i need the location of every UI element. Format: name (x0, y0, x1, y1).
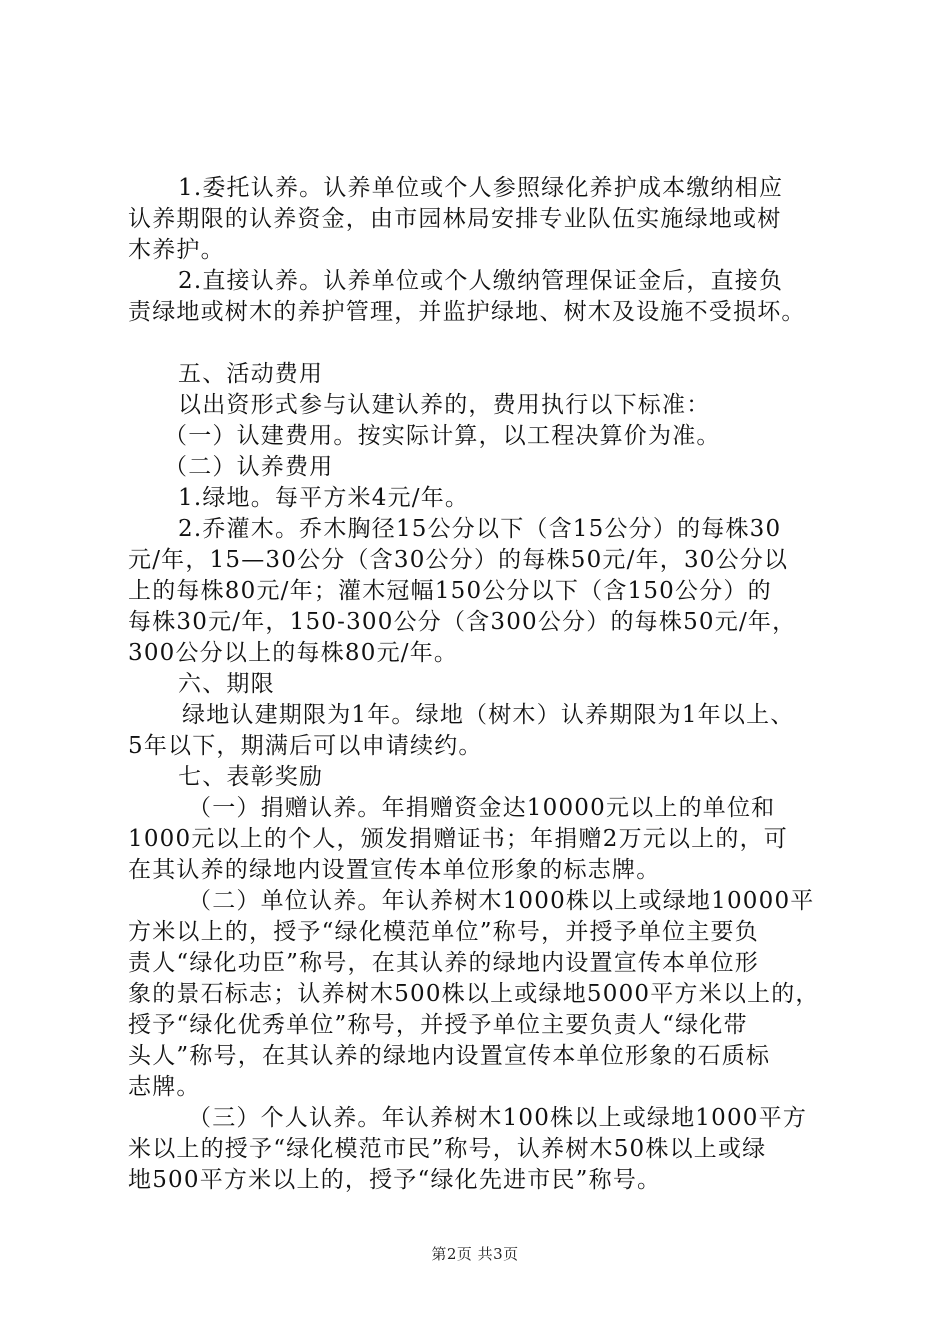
body-line: 以出资形式参与认建认养的，费用执行以下标准： (178, 392, 711, 418)
body-line: 2.乔灌木。乔木胸径15公分以下（含15公分）的每株30 (178, 516, 782, 542)
body-line: 头人”称号，在其认养的绿地内设置宣传本单位形象的石质标 (128, 1043, 771, 1069)
body-line: （一）捐赠认养。年捐赠资金达10000元以上的单位和 (188, 795, 776, 821)
body-line: 地500平方米以上的，授予“绿化先进市民”称号。 (128, 1167, 662, 1193)
section-heading: 六、期限 (178, 671, 275, 697)
body-line: 1.绿地。每平方米4元/年。 (178, 485, 470, 511)
body-line: 2.直接认养。认养单位或个人缴纳管理保证金后，直接负 (178, 268, 784, 294)
body-line: 志牌。 (128, 1074, 201, 1100)
body-line: 授予“绿化优秀单位”称号，并授予单位主要负责人“绿化带 (128, 1012, 748, 1038)
body-line: 每株30元/年，150-300公分（含300公分）的每株50元/年， (128, 609, 797, 635)
body-line: 责绿地或树木的养护管理，并监护绿地、树木及设施不受损坏。 (128, 299, 806, 325)
body-line: 责人“绿化功臣”称号，在其认养的绿地内设置宣传本单位形 (128, 950, 759, 976)
body-line: 上的每株80元/年；灌木冠幅150公分以下（含150公分）的 (128, 578, 772, 604)
body-line: 象的景石标志；认养树木500株以上或绿地5000平方米以上的， (128, 981, 820, 1007)
body-line: 300公分以上的每株80元/年。 (128, 640, 459, 666)
body-line: 方米以上的，授予“绿化模范单位”称号，并授予单位主要负 (128, 919, 759, 945)
page-number-footer: 第2页 共3页 (431, 1245, 519, 1263)
body-line: 米以上的授予“绿化模范市民”称号，认养树木50株以上或绿 (128, 1136, 767, 1162)
body-line: （二）单位认养。年认养树木1000株以上或绿地10000平 (188, 888, 815, 914)
section-heading: 七、表彰奖励 (178, 764, 324, 790)
body-line: 1000元以上的个人，颁发捐赠证书；年捐赠2万元以上的，可 (128, 826, 788, 852)
body-line: 1.委托认养。认养单位或个人参照绿化养护成本缴纳相应 (178, 175, 784, 201)
section-heading: 五、活动费用 (178, 361, 324, 387)
body-line: 认养期限的认养资金，由市园林局安排专业队伍实施绿地或树 (128, 206, 782, 232)
body-line: 绿地认建期限为1年。绿地（树木）认养期限为1年以上、 (182, 702, 795, 728)
body-line: 在其认养的绿地内设置宣传本单位形象的标志牌。 (128, 857, 661, 883)
body-line: 元/年，15—30公分（含30公分）的每株50元/年，30公分以 (128, 547, 789, 573)
body-line: 5年以下，期满后可以申请续约。 (128, 733, 483, 759)
body-line: （一）认建费用。按实际计算，以工程决算价为准。 (164, 423, 721, 449)
body-line: 木养护。 (128, 237, 225, 263)
body-line: （三）个人认养。年认养树木100株以上或绿地1000平方 (188, 1105, 808, 1131)
body-line: （二）认养费用 (164, 454, 334, 480)
